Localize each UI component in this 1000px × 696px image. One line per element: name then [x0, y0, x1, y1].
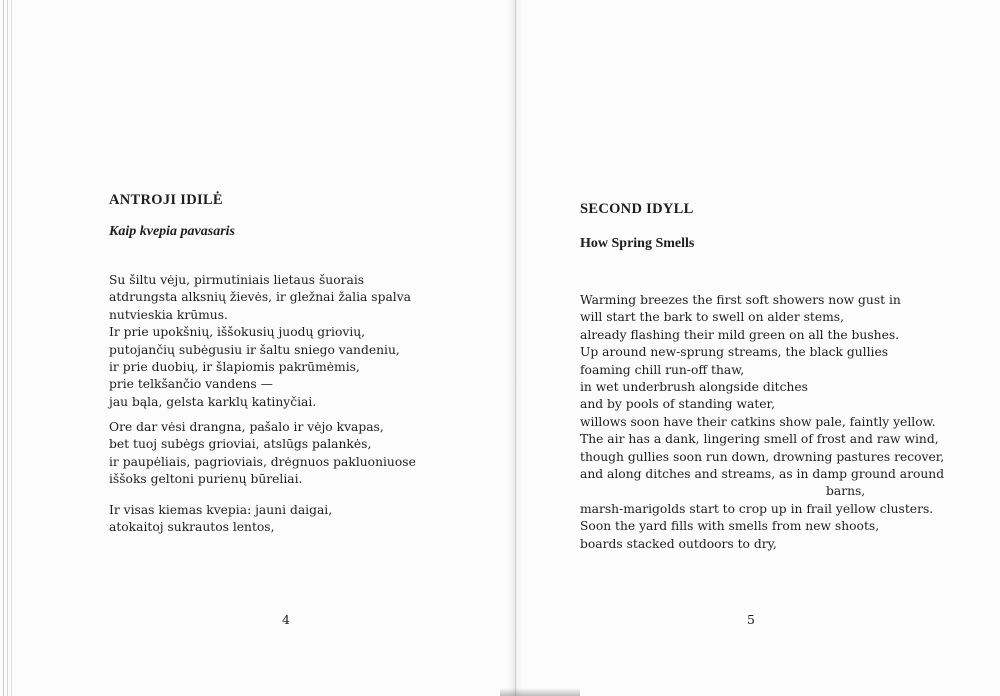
poem-line: and by pools of standing water,	[580, 397, 775, 412]
stanza-3	[109, 502, 332, 537]
page-edge	[11, 0, 12, 696]
poem-line: already flashing their mild green on all the bushes.	[580, 327, 900, 342]
stanza-english	[580, 292, 944, 553]
poem-title-lithuanian: ANTROJI IDILĖ	[109, 192, 223, 208]
poem-line: iššoks geltoni purienų būreliai.	[109, 472, 303, 487]
poem-line: Soon the yard fills with smells from new shoots,	[580, 519, 880, 534]
gutter-fold-line	[515, 0, 516, 696]
poem-line: prie telkšančio vandens —	[109, 377, 273, 392]
right-page	[515, 0, 1000, 696]
page-number-right: 5	[747, 612, 755, 627]
stanza-2	[109, 419, 416, 489]
binding-shadow	[500, 688, 580, 696]
poem-line: marsh-marigolds start to crop up in frail yellow clusters.	[580, 501, 934, 516]
poem-line: willows soon have their catkins show pale, faintly yellow.	[580, 414, 936, 429]
poem-line: and along ditches and streams, as in damp ground around	[580, 467, 945, 482]
poem-line: jau bąla, gelsta karklų katinyčiai.	[109, 394, 317, 409]
poem-line: in wet underbrush alongside ditches	[580, 380, 808, 395]
poem-line: boards stacked outdoors to dry,	[580, 536, 777, 551]
poem-line: though gullies soon run down, drowning pastures recover,	[580, 449, 945, 464]
poem-title-english: SECOND IDYLL	[580, 201, 694, 217]
poem-line: bet tuoj subėgs grioviai, atslūgs palankės,	[109, 437, 372, 452]
poem-subtitle-lithuanian: Kaip kvepia pavasaris	[109, 224, 235, 239]
page-number-left: 4	[282, 612, 290, 627]
page-edge	[7, 0, 8, 696]
poem-line: Ir visas kiemas kvepia: jauni daigai,	[109, 503, 333, 517]
poem-line: nutvieskia krūmus.	[109, 307, 228, 322]
poem-line: atdrungsta alksnių žievės, ir gležnai žalia spalva	[109, 290, 411, 305]
poem-line: Warming breezes the first soft showers now gust in	[580, 293, 901, 307]
poem-line: will start the bark to swell on alder stems,	[580, 310, 845, 325]
poem-line: putojančių subėgusiu ir šaltu sniego vandeniu,	[109, 342, 400, 357]
page-edge	[3, 0, 4, 696]
poem-line: ir paupėliais, pagrioviais, drėgnuos pakluoniuose	[109, 454, 416, 469]
poem-line-continuation: barns,	[826, 484, 866, 499]
poem-subtitle-english: How Spring Smells	[580, 236, 695, 251]
poem-line: foaming chill run-off thaw,	[580, 362, 745, 377]
poem-line: Ir prie upokšnių, iššokusių juodų griovių,	[109, 325, 366, 340]
stanza-1	[109, 272, 411, 411]
poem-line: The air has a dank, lingering smell of frost and raw wind,	[580, 432, 939, 447]
poem-line: ir prie duobių, ir šlapiomis pakrūmėmis,	[109, 360, 360, 375]
poem-line: Up around new-sprung streams, the black gullies	[580, 345, 889, 360]
poem-line: atokaitoj sukrautos lentos,	[109, 520, 275, 535]
poem-line: Ore dar vėsi drangna, pašalo ir vėjo kvapas,	[109, 420, 384, 434]
poem-line: Su šiltu vėju, pirmutiniais lietaus šuorais	[109, 273, 365, 287]
